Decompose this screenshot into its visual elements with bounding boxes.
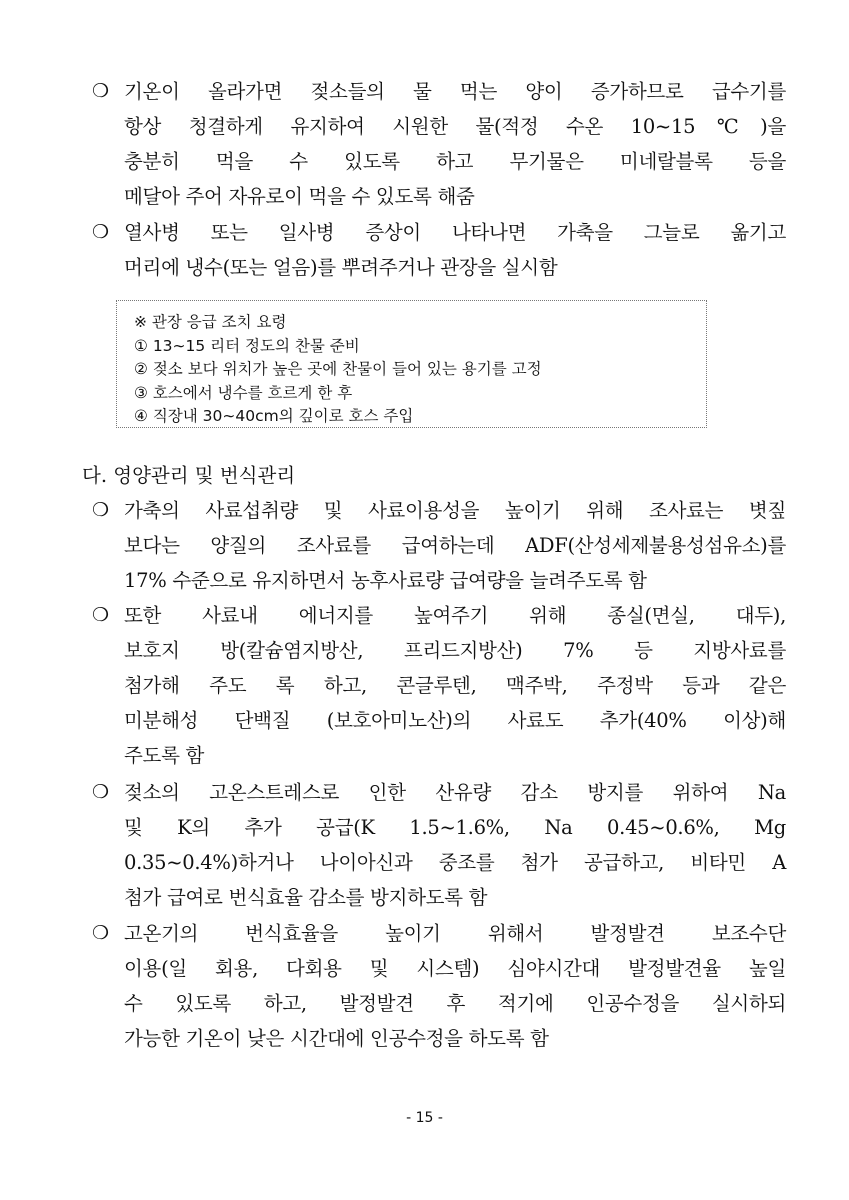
paragraph-line: 보다는 양질의 조사료를 급여하는데 ADF(산성세제불용성섬유소)를 [124,534,786,557]
circle-bullet-icon: ❍ [92,499,110,521]
circle-bullet-icon: ❍ [92,781,110,803]
paragraph-line: 0.35~0.4%)하거나 나이아신과 중조를 첨가 공급하고, 비타민 A [124,851,786,874]
paragraph-line: 가능한 기온이 낮은 시간대에 인공수정을 하도록 함 [124,1027,549,1050]
note-item: ① 13∼15 리터 정도의 찬물 준비 [134,336,360,355]
paragraph-line: 첨가해 주도 록 하고, 콘글루텐, 맥주박, 주정박 등과 같은 [124,674,786,697]
paragraph-line: 기온이 올라가면 젖소들의 물 먹는 양이 증가하므로 급수기를 [124,80,786,103]
section-heading: 다. 영양관리 및 번식관리 [82,464,296,487]
paragraph-line: 충분히 먹을 수 있도록 하고 무기물은 미네랄블록 등을 [124,150,786,173]
paragraph-line: 메달아 주어 자유로이 먹을 수 있도록 해줌 [124,185,475,208]
paragraph-line: 이용(일 회용, 다회용 및 시스템) 심야시간대 발정발견율 높일 [124,957,786,980]
circle-bullet-icon: ❍ [92,604,110,626]
paragraph-line: 또한 사료내 에너지를 높여주기 위해 종실(면실, 대두), [124,604,786,627]
paragraph-line: 수 있도록 하고, 발정발견 후 적기에 인공수정을 실시하되 [124,992,786,1015]
circle-bullet-icon: ❍ [92,922,110,944]
paragraph-line: 고온기의 번식효율을 높이기 위해서 발정발견 보조수단 [124,922,786,945]
paragraph-line: 열사병 또는 일사병 증상이 나타나면 가축을 그늘로 옮기고 [124,221,786,244]
paragraph-line: 첨가 급여로 번식효율 감소를 방지하도록 함 [124,886,488,909]
paragraph-line: 주도록 함 [124,744,205,767]
paragraph-line: 및 K의 추가 공급(K 1.5~1.6%, Na 0.45~0.6%, Mg [124,816,786,839]
paragraph-line: 가축의 사료섭취량 및 사료이용성을 높이기 위해 조사료는 볏짚 [124,499,786,522]
note-item: ④ 직장내 30∼40cm의 깊이로 호스 주입 [134,407,414,425]
paragraph-line: 젖소의 고온스트레스로 인한 산유량 감소 방지를 위하여 Na [124,781,786,804]
page-number: - 15 - [406,1110,443,1126]
note-title: ※ 관장 응급 조치 요령 [134,313,287,331]
paragraph-line: 보호지 방(칼슘염지방산, 프리드지방산) 7% 등 지방사료를 [124,639,786,662]
paragraph-line: 17% 수준으로 유지하면서 농후사료량 급여량을 늘려주도록 함 [124,569,647,592]
paragraph-line: 항상 청결하게 유지하여 시원한 물(적정 수온 10~15℃)을 [124,115,786,138]
note-item: ③ 호스에서 냉수를 흐르게 한 후 [134,383,353,402]
enema-procedure-note-box [116,300,707,428]
paragraph-line: 미분해성 단백질 (보호아미노산)의 사료도 추가(40% 이상)해 [124,709,786,732]
circle-bullet-icon: ❍ [92,221,110,243]
paragraph-line: 머리에 냉수(또는 얼음)를 뿌려주거나 관장을 실시함 [124,256,558,279]
circle-bullet-icon: ❍ [92,80,110,102]
note-item: ② 젖소 보다 위치가 높은 곳에 찬물이 들어 있는 용기를 고정 [134,360,542,378]
